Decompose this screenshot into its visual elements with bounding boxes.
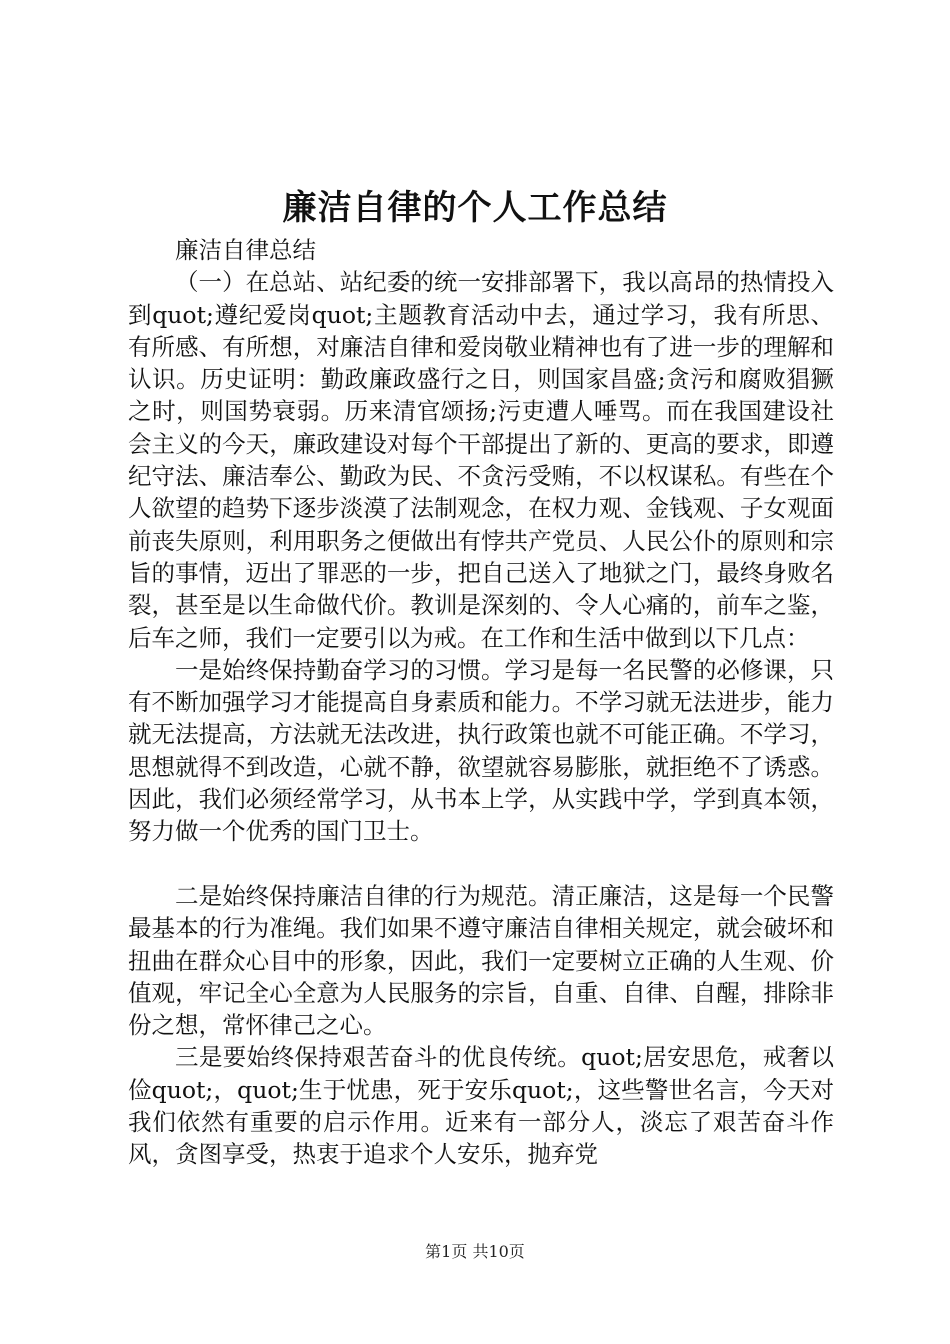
page-number-footer: 第1页 共10页 <box>425 1242 525 1261</box>
paragraph-intro: （一）在总站、站纪委的统一安排部署下，我以高昂的热情投入到quot;遵纪爱岗quot;主题教育活动中去，通过学习，我有所思、有所感、有所想，对廉洁自律和爱岗敬业精神也有了进一步的理解和认识。历史证明：勤政廉政盛行之日，则国家昌盛;贪污和腐败猖獗之时，则国势衰弱。历来清官颂扬;污吏遭人唾骂。而在我国建设社会主义的今天，廉政建设对每个干部提出了新的、更高的要求，即遵纪守法、廉洁奉公、勤政为民、不贪污受贿，不以权谋私。有些在个人欲望的趋势下逐步淡漠了法制观念，在权力观、金钱观、子女观面前丧失原则，利用职务之便做出有悖共产党员、人民公仆的原则和宗旨的事情，迈出了罪恶的一步，把自己送入了地狱之门，最终身败名裂，甚至是以生命做代价。教训是深刻的、令人心痛的，前车之鉴，后车之师，我们一定要引以为戒。在工作和生活中做到以下几点： <box>128 268 834 652</box>
paragraph-point-three: 三是要始终保持艰苦奋斗的优良传统。quot;居安思危，戒奢以俭quot;，quot;生于忧患，死于安乐quot;，这些警世名言，今天对我们依然有重要的启示作用。近来有一部分人，淡忘了艰苦奋斗作风，贪图享受，热衷于追求个人安乐，抛弃党 <box>128 1043 834 1169</box>
document-body <box>128 234 834 1171</box>
subtitle-paragraph: 廉洁自律总结 <box>175 236 316 264</box>
paragraph-point-one: 一是始终保持勤奋学习的习惯。学习是每一名民警的必修课，只有不断加强学习才能提高自身素质和能力。不学习就无法进步，能力就无法提高，方法就无法改进，执行政策也就不可能正确。不学习，思想就得不到改造，心就不静，欲望就容易膨胀，就拒绝不了诱惑。因此，我们必须经常学习，从书本上学，从实践中学，学到真本领，努力做一个优秀的国门卫士。 <box>128 655 834 846</box>
paragraph-point-two: 二是始终保持廉洁自律的行为规范。清正廉洁，这是每一个民警最基本的行为准绳。我们如果不遵守廉洁自律相关规定，就会破坏和扭曲在群众心目中的形象，因此，我们一定要树立正确的人生观、价值观，牢记全心全意为人民服务的宗旨，自重、自律、自醒，排除非份之想，常怀律己之心。 <box>128 881 834 1040</box>
document-title: 廉洁自律的个人工作总结 <box>282 188 668 228</box>
